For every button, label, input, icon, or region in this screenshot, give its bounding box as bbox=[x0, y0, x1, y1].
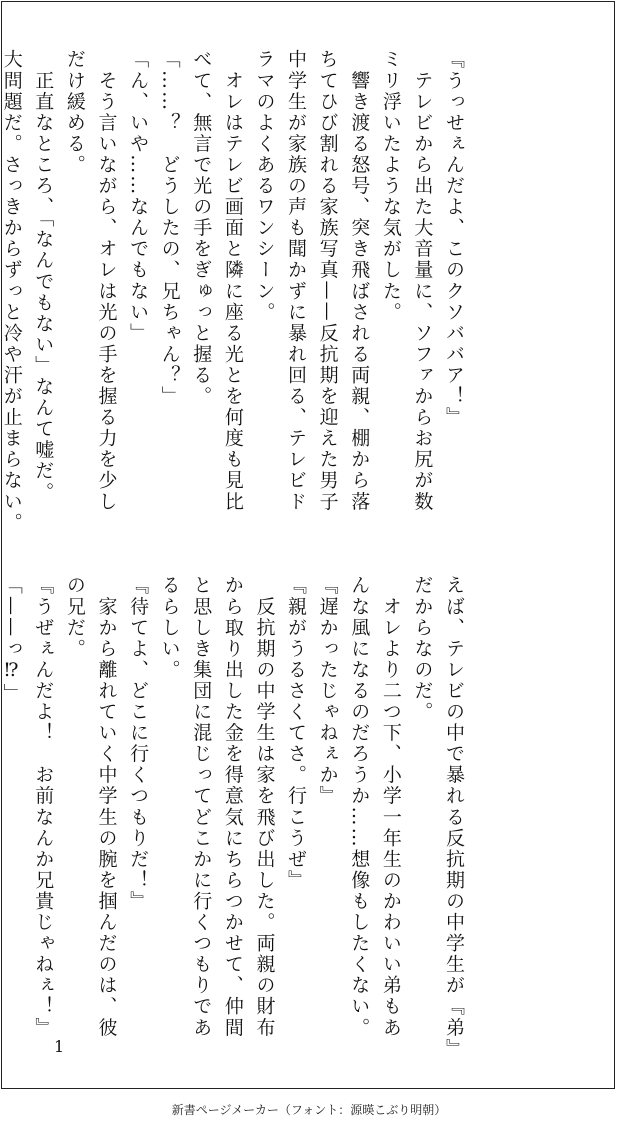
page-number: 1 bbox=[54, 1037, 65, 1056]
text-block-upper bbox=[0, 49, 469, 534]
text-line: の兄だ。 bbox=[63, 575, 86, 660]
text-line: オレはテレビ画面と隣に座る光とを何度も見比 bbox=[221, 49, 244, 513]
text-line: だからなのだ。 bbox=[411, 575, 434, 723]
text-line: 「ん、いや……なんでもない」 bbox=[127, 49, 150, 344]
text-line: 『待てよ、どこに行くつもりだ！』 bbox=[127, 575, 150, 912]
text-line: 家から離れていく中学生の腕を掴んだのは、彼 bbox=[95, 575, 118, 1039]
text-line: 『うぜぇんだよ！ お前なんか兄貴じゃねぇ！』 bbox=[32, 575, 55, 1039]
text-line: るらしい。 bbox=[158, 575, 181, 681]
text-line: から取り出した金を得意気にちらつかせて、仲間 bbox=[221, 575, 244, 1039]
text-line: んな風になるのだろうか……想像もしたくない。 bbox=[348, 575, 371, 1039]
text-line: そう言いながら、オレは光の手を握る力を少し bbox=[95, 49, 118, 513]
text-line: ミリ浮いたような気がした。 bbox=[379, 49, 402, 323]
text-line: だけ緩める。 bbox=[63, 49, 86, 176]
text-line: べて、無言で光の手をぎゅっと握る。 bbox=[190, 49, 213, 407]
text-block-lower bbox=[0, 575, 469, 1060]
footer-credit: 新書ページメーカー（フォント：源暎こぶり明朝） bbox=[171, 1103, 447, 1117]
text-line: 『遅かったじゃねぇか』 bbox=[316, 575, 339, 807]
text-line: 『親がうるさくてさ。行こうぜ』 bbox=[285, 575, 308, 891]
text-line: 反抗期の中学生は家を飛び出した。両親の財布 bbox=[253, 575, 276, 1039]
text-line: 『うっせぇんだよ、このクソババア！』 bbox=[443, 49, 465, 428]
text-line: 響き渡る怒号、突き飛ばされる両親、棚から落 bbox=[348, 49, 371, 513]
text-line: 中学生が家族の声も聞かずに暴れ回る、テレビド bbox=[285, 49, 308, 513]
text-line: オレより二つ下、小学一年生のかわいい弟もあ bbox=[379, 575, 402, 1039]
text-line: ちてひび割れる家族写真——反抗期を迎えた男子 bbox=[316, 49, 339, 513]
text-line: ラマのよくあるワンシーン。 bbox=[253, 49, 276, 323]
text-line: 「……？ どうしたの、兄ちゃん？」 bbox=[158, 49, 181, 407]
text-line: 大問題だ。さっきからずっと冷や汗が止まらない。 bbox=[0, 49, 23, 534]
text-line: 「——っ⁉」 bbox=[0, 575, 23, 705]
page-frame bbox=[1, 1, 615, 1089]
text-line: えば、テレビの中で暴れる反抗期の中学生が『弟』 bbox=[443, 575, 465, 1060]
text-line: 正直なところ、「なんでもない」なんて嘘だ。 bbox=[32, 49, 55, 503]
text-line: と思しき集団に混じってどこかに行くつもりであ bbox=[190, 575, 213, 1039]
text-line: テレビから出た大音量に、ソファからお尻が数 bbox=[411, 49, 434, 513]
